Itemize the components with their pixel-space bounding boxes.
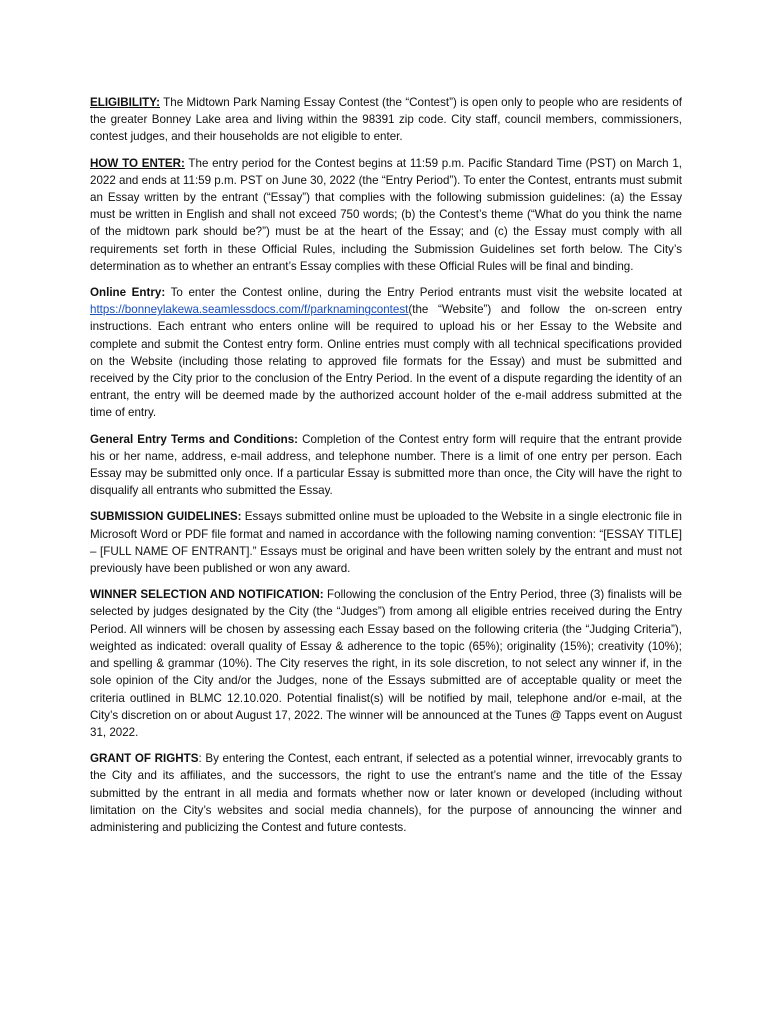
eligibility-heading: ELIGIBILITY: <box>90 96 160 109</box>
how-to-enter-text: The entry period for the Contest begins at 11:59 p.m. Pacific Standard Time (PST) on March 1, 2022 and ends at 11:59 p.m. PST on June 30, 2022 (the “Entry Period”). To enter the Contest, entrants must submit an Essay written by the entrant (“Essay”) that complies with the following submission guidelines: (a) the Essay must be written in English and shall not exceed 750 words; (b) the Contest’s theme (“What do you think the name of the midtown park should be?”) must be at the heart of the Essay; and (c) the Essay must comply with all requirements set forth in these Official Rules, including the Submission Guidelines set forth below. The City’s determination as to whether an entrant’s Essay complies with these Official Rules will be final and binding. <box>90 156 682 273</box>
general-terms-heading: General Entry Terms and Conditions: <box>90 432 299 446</box>
contest-website-link[interactable]: https://bonneylakewa.seamlessdocs.com/f/parknamingcontest <box>90 303 409 317</box>
grant-of-rights-text: : By entering the Contest, each entrant, if selected as a potential winner, irrevocably grants to the City and its affiliates, and the successors, the right to use the entrant’s name and the title of the Essay submitted by the entrant in all media and formats whether now or later known or developed (including without limitation on the City’s websites and social media channels), for the purpose of announcing the winner and administering and publicizing the Contest and future contests. <box>90 752 682 834</box>
online-entry-text-after: (the “Website”) and follow the on-screen entry instructions. Each entrant who enters online will be required to upload his or her Essay to the Website and complete and submit the Contest entry form. Online entries must comply with all technical specifications provided on the Website (including those relating to approved file formats for the Essay) and must be submitted and received by the City prior to the conclusion of the Entry Period. In the event of a dispute regarding the identity of an entrant, the entry will be deemed made by the authorized account holder of the e-mail address submitted at the time of entry. <box>90 303 682 420</box>
winner-selection-text: Following the conclusion of the Entry Period, three (3) finalists will be selected by judges designated by the City (the “Judges”) from among all eligible entries received during the Entry Period. All winners will be chosen by assessing each Essay based on the following criteria (the “Judging Criteria”), weighted as indicated: overall quality of Essay & adherence to the topic (65%); originality (15%); creativity (10%); and spelling & grammar (10%). The City reserves the right, in its sole discretion, to not select any winner if, in the sole opinion of the City and/or the Judges, none of the Essays submitted are of acceptable quality or meet the criteria outlined in BLMC 12.10.020. Potential finalist(s) will be notified by mail, telephone and/or e-mail, at the City’s discretion on or about August 17, 2022. The winner will be announced at the Tunes @ Tapps event on August 31, 2022. <box>90 588 682 739</box>
submission-guidelines-text: Essays submitted online must be uploaded to the Website in a single electronic file in Microsoft Word or PDF file format and named in accordance with the following naming convention: “[ESSAY TITLE] – [FULL NAME OF ENTRANT].” Essays must be original and have been written solely by the entrant and must not previously have been published or won any award. <box>90 510 682 576</box>
grant-of-rights-heading: GRANT OF RIGHTS <box>90 752 199 766</box>
document-page <box>90 94 682 845</box>
submission-guidelines-section <box>90 508 682 577</box>
online-entry-text-before: To enter the Contest online, during the Entry Period entrants must visit the website located at <box>165 286 682 300</box>
eligibility-section <box>90 94 682 146</box>
general-terms-section <box>90 431 682 500</box>
online-entry-heading: Online Entry: <box>90 286 166 300</box>
how-to-enter-heading: HOW TO ENTER: <box>90 156 185 170</box>
winner-selection-heading: WINNER SELECTION AND NOTIFICATION: <box>90 588 324 602</box>
eligibility-text: The Midtown Park Naming Essay Contest (the “Contest”) is open only to people who are residents of the greater Bonney Lake area and living within the 98391 zip code. City staff, council members, commissioners, contest judges, and their households are not eligible to enter. <box>90 96 682 144</box>
submission-guidelines-heading: SUBMISSION GUIDELINES: <box>90 510 242 524</box>
general-terms-text: Completion of the Contest entry form will require that the entrant provide his or her name, address, e-mail address, and telephone number. There is a limit of one entry per person. Each Essay may be submitted only once. If a particular Essay is submitted more than once, the City will have the right to disqualify all entrants who submitted the Essay. <box>90 432 683 498</box>
online-entry-section <box>90 284 682 422</box>
how-to-enter-section <box>90 155 682 275</box>
winner-selection-section <box>90 586 682 741</box>
grant-of-rights-section <box>90 750 682 836</box>
